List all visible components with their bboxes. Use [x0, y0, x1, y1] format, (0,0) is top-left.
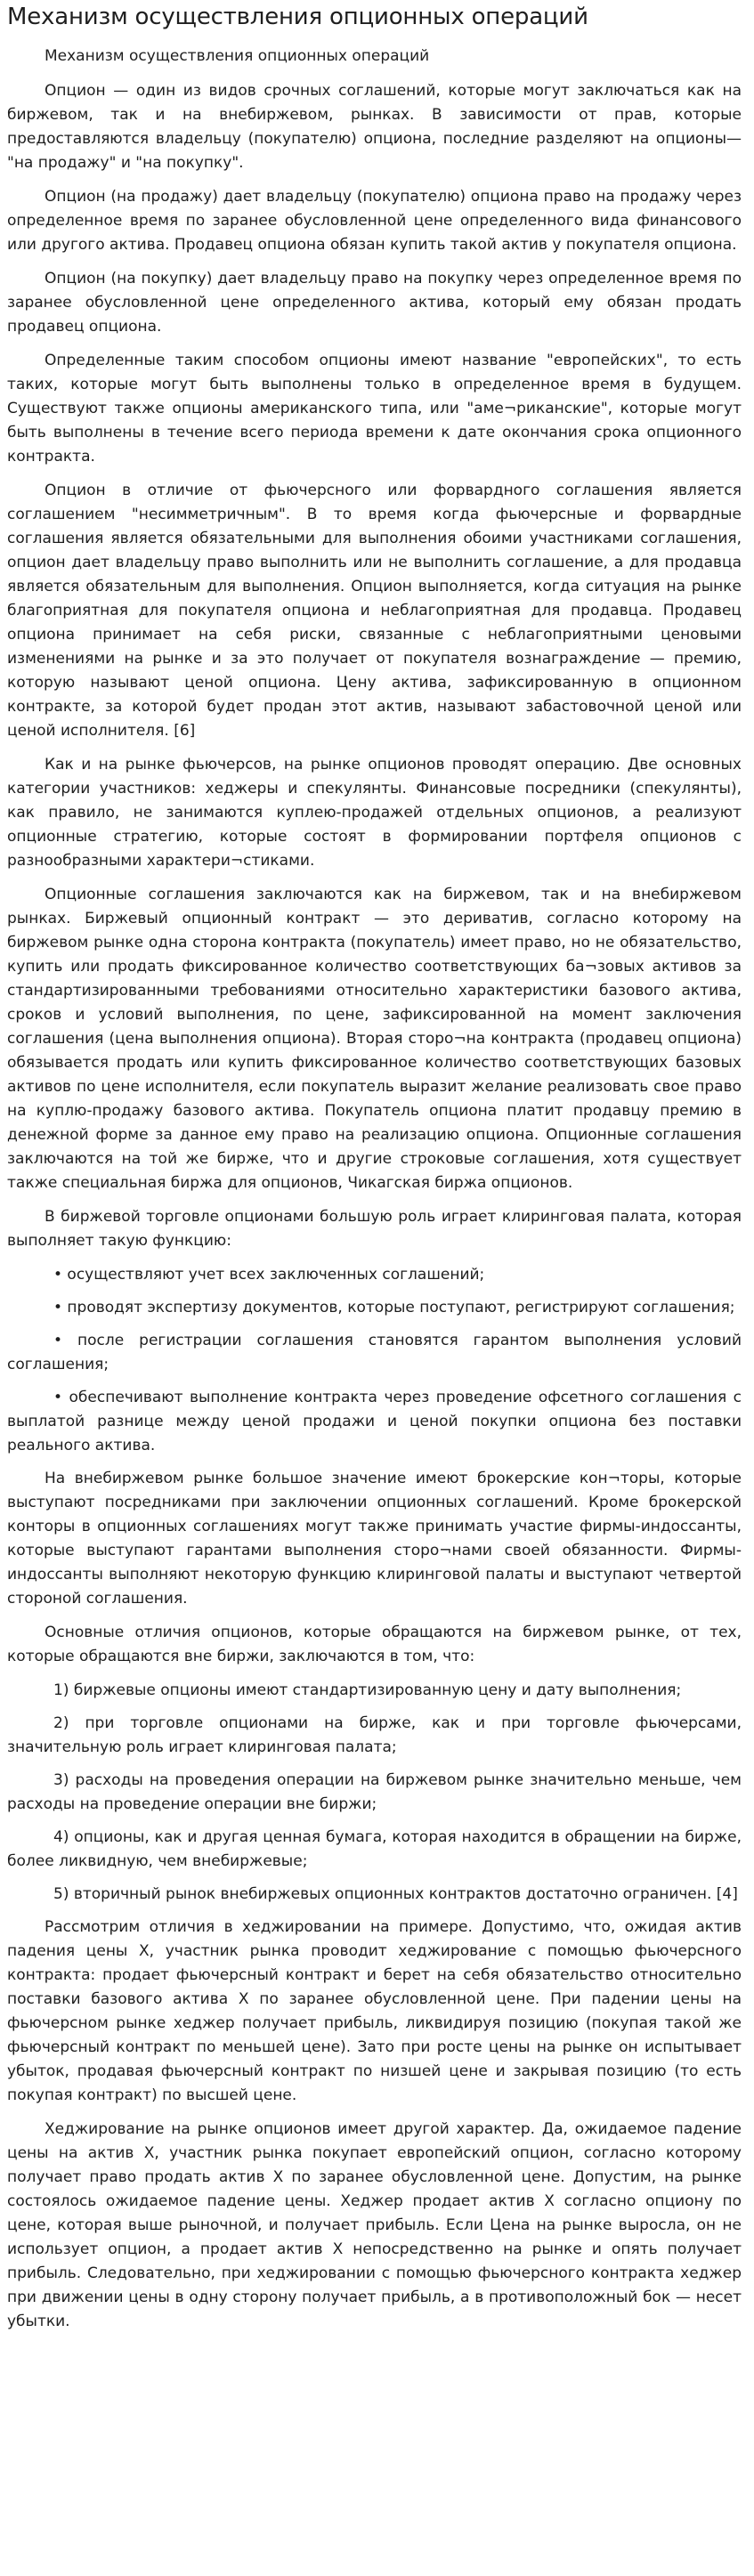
paragraph-asymmetric: Опцион в отличие от фьючерсного или форвардного соглашения является соглашением "несимметричным". В то время когда фьючерсные и форвардные соглашения является обязательными для выполнения обоими участниками соглашения, опцион дает владельцу право выполнить или не выполнить соглашение, а для продавца является обязательным для выполнения. Опцион выполняется, когда ситуация на рынке благоприятная для покупателя опциона и неблагоприятная для продавца. Продавец опциона принимает на себя риски, связанные с неблагоприятными ценовыми изменениями на рынке и за это получает от покупателя вознаграждение — премию, которую называют ценой опциона. Цену актива, зафиксированную в опционном контракте, за которой будет продан этот актив, называют забастовочной ценой или ценой исполнителя. [6] — [7, 482, 742, 740]
list-item: 2) при торговле опционами на бирже, как и при торговле фьючерсами, значительную роль играет клиринговая палата; — [7, 1714, 742, 1756]
paragraph-call-option: Опцион (на покупку) дает владельцу право на покупку через определенное время по заранее обусловленной цене определенного актива, который ему обязан продать продавец опциона. — [7, 270, 742, 336]
paragraph-otc-market: На внебиржевом рынке большое значение имеют брокерские кон¬торы, которые выступают посредниками при заключении опционных соглашений. Кроме брокерской конторы в опционных соглашениях могут также принимать участие фирмы-индоссанты, которые выступают гарантами выполнения сторо¬нами своей обязанности. Фирмы-индоссанты выполняют некоторую функцию клиринговой палаты и выступают четвертой стороной соглашения. — [7, 1470, 742, 1608]
paragraph-option-definition: Опцион — один из видов срочных соглашений, которые могут заключаться как на биржевом, так и на внебиржевом, рынках. В зависимости от прав, которые предоставляются владельцу (покупателю) опциона, последние разделяют на опционы— "на продажу" и "на покупку". — [7, 82, 742, 172]
subtitle: Механизм осуществления опционных операций — [45, 47, 430, 65]
paragraph-options-hedging: Хеджирование на рынке опционов имеет другой характер. Да, ожидаемое падение цены на актив Х, участник рынка покупает европейский опцион, согласно которому получает право продать актив Х по заранее обусловленной цене. Допустим, на рынке состоялось ожидаемое падение цены. Хеджер продает актив Х согласно опциону по цене, которая выше рыночной, и получает прибыль. Если Цена на рынке выросла, он не использует опцион, а продает актив Х непосредственно на рынке и опять получает прибыль. Следовательно, при хеджировании с помощью фьючерсного контракта хеджер при движении цены в одну сторону получает прибыль, а в противоположный бок — несет убытки. — [7, 2120, 742, 2330]
paragraph-put-option: Опцион (на продажу) дает владельцу (покупателю) опциона право на продажу через определенное время по заранее обусловленной цене определенного вида финансового или другого актива. Продавец опциона обязан купить такой актив у покупателя опциона. — [7, 188, 742, 254]
paragraph-clearing-house: В биржевой торговле опционами большую роль играет клиринговая палата, которая выполняет такую функцию: — [7, 1208, 742, 1250]
list-item: • проводят экспертизу документов, которые поступают, регистрируют соглашения; — [53, 1299, 735, 1316]
article — [0, 2, 754, 2334]
page-title: Механизм осуществления опционных операций — [7, 4, 588, 30]
list-item: • обеспечивают выполнение контракта через проведение офсетного соглашения с выплатой разнице между ценой продажи и ценой покупки опциона без поставки реального актива. — [7, 1389, 742, 1454]
list-item: 1) биржевые опционы имеют стандартизированную цену и дату выполнения; — [53, 1681, 682, 1699]
differences-list — [7, 1679, 742, 1907]
list-item: 3) расходы на проведения операции на биржевом рынке значительно меньше, чем расходы на проведение операции вне биржи; — [7, 1771, 742, 1813]
list-item: 4) опционы, как и другая ценная бумага, которая находится в обращении на бирже, более ликвидную, чем внебиржевые; — [7, 1828, 742, 1870]
paragraph-participants: Как и на рынке фьючерсов, на рынке опционов проводят операцию. Две основных категории участников: хеджеры и спекулянты. Финансовые посредники (спекулянты), как правило, не занимаются куплею-продажей отдельных опционов, а реализуют опционные стратегию, которые состоят в формировании портфеля опционов с разнообразными характери¬стиками. — [7, 756, 742, 870]
list-item: • после регистрации соглашения становятся гарантом выполнения условий соглашения; — [7, 1332, 742, 1373]
paragraph-futures-hedging: Рассмотрим отличия в хеджировании на примере. Допустимо, что, ожидая актив падения цены Х, участник рынка проводит хеджирование с помощью фьючерсного контракта: продает фьючерсный контракт и берет на себя обязательство относительно поставки базового актива Х по заранее обусловленной цене. При падении цены на фьючерсном рынке хеджер получает прибыль, ликвидируя позицию (покупая такой же фьючерсный контракт по меньшей цене). Зато при росте цены на рынке он испытывает убыток, продавая фьючерсный контракт по низшей цене и закрывая позицию (то есть покупая контракт) по высшей цене. — [7, 1918, 742, 2104]
paragraph-differences-intro: Основные отличия опционов, которые обращаются на биржевом рынке, от тех, которые обращаются вне биржи, заключаются в том, что: — [7, 1624, 742, 1665]
paragraph-european-american: Определенные таким способом опционы имеют название "европейских", то есть таких, которые могут быть выполнены только в определенное время в будущем. Существуют также опционы американского типа, или "аме¬риканские", которые могут быть выполнены в течение всего периода времени к дате окончания срока опционного контракта. — [7, 352, 742, 466]
list-item: • осуществляют учет всех заключенных соглашений; — [53, 1266, 485, 1284]
clearing-functions-list — [7, 1263, 742, 1458]
paragraph-exchange-contract: Опционные соглашения заключаются как на биржевом, так и на внебиржевом рынках. Биржевый опционный контракт — это дериватив, согласно которому на биржевом рынке одна сторона контракта (покупатель) имеет право, но не обязательство, купить или продать фиксированное количество соответствующих ба¬зовых активов за стандартизированными требованиями относительно характеристики базового актива, сроков и условий выполнения, по цене, зафиксированной на момент заключения соглашения (цена выполнения опциона). Вторая сторо¬на контракта (продавец опциона) обязывается продать или купить фиксированное количество соответствующих базовых активов по цене исполнителя, если покупатель выразит желание реализовать свое право на куплю-продажу базового актива. Покупатель опциона платит продавцу премию в денежной форме за данное ему право на реализацию опциона. Опционные соглашения заключаются на той же бирже, что и другие строковые соглашения, хотя существует также специальная биржа для опционов, Чикагская биржа опционов. — [7, 886, 742, 1192]
list-item: 5) вторичный рынок внебиржевых опционных контрактов достаточно ограничен. [4] — [53, 1885, 738, 1903]
